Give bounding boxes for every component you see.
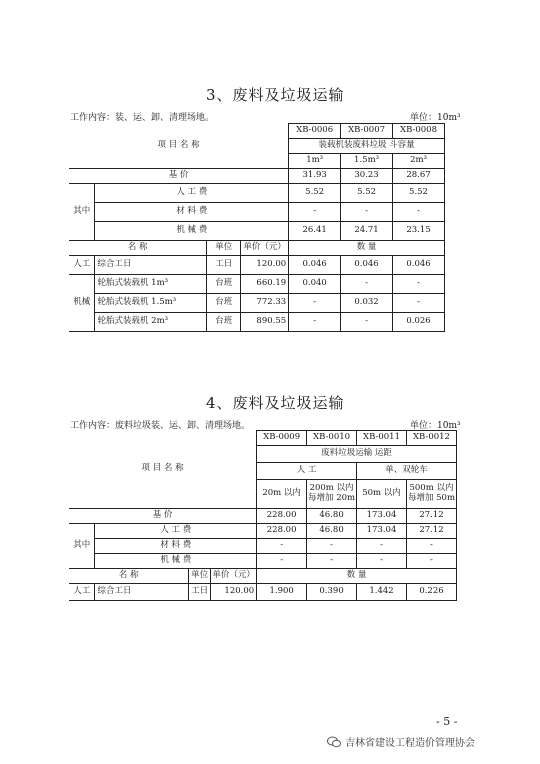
qty-value: - (341, 313, 393, 332)
price-header: 单价（元） (211, 569, 257, 584)
item-name-header: 项 目 名 称 (69, 431, 257, 509)
page-number: - 5 - (436, 715, 458, 728)
qty-value: 0.226 (406, 584, 456, 601)
cost-value: 26.41 (289, 222, 341, 241)
qty-value: 0.046 (341, 256, 393, 275)
section-4-heading: 4、废料及垃圾运输 (206, 394, 345, 412)
cost-label: 材 料 费 (95, 539, 257, 554)
qty-value: - (289, 313, 341, 332)
qty-value: - (393, 294, 445, 313)
watermark (327, 734, 475, 749)
unit-header: 单位 (207, 241, 241, 256)
cost-label: 机 械 费 (95, 554, 257, 569)
category: 机械 (69, 275, 95, 332)
code-cell: XB-0010 (307, 431, 357, 446)
code-cell: XB-0012 (406, 431, 456, 446)
resource-unit: 台班 (207, 275, 241, 294)
cost-value: 23.15 (393, 222, 445, 241)
cost-label: 人 工 费 (95, 524, 257, 539)
cost-label: 机 械 费 (95, 222, 289, 241)
qizhong-label: 其中 (69, 524, 95, 569)
spec-cell: 500m 以内 每增加 50m (406, 480, 456, 509)
price-header: 单价（元） (241, 241, 289, 256)
work-content: 工作内容：废料垃圾装、运、卸、清理场地。 (70, 421, 251, 431)
resource-unit: 台班 (207, 294, 241, 313)
resource-name: 综合工日 (95, 256, 207, 275)
cost-value: - (257, 539, 307, 554)
watermark-text: 吉林省建设工程造价管理协会 (345, 738, 475, 749)
base-price: 46.80 (307, 509, 357, 524)
cost-value: - (406, 554, 456, 569)
cost-value: 173.04 (357, 524, 407, 539)
cost-label: 材 料 费 (95, 203, 289, 222)
spec-cell: 200m 以内 每增加 20m (307, 480, 357, 509)
base-price: 228.00 (257, 509, 307, 524)
resource-unit: 工日 (189, 584, 211, 601)
base-price: 28.67 (393, 169, 445, 184)
cost-value: 46.80 (307, 524, 357, 539)
resource-price: 660.19 (241, 275, 289, 294)
sub-header: 人 工 (257, 463, 357, 480)
group-header: 废料垃圾运输 运距 (257, 446, 457, 463)
cost-label: 人 工 费 (95, 184, 289, 203)
spec-cell: 1.5m³ (341, 154, 393, 169)
spec-cell: 50m 以内 (357, 480, 407, 509)
quota-table-1 (69, 123, 445, 332)
cost-value: - (406, 539, 456, 554)
cost-value: - (307, 539, 357, 554)
resource-unit: 工日 (207, 256, 241, 275)
code-cell: XB-0006 (289, 124, 341, 139)
qty-value: - (289, 294, 341, 313)
resource-price: 772.33 (241, 294, 289, 313)
base-price: 173.04 (357, 509, 407, 524)
qty-value: 0.040 (289, 275, 341, 294)
base-price-label: 基 价 (69, 169, 289, 184)
name-header: 名 称 (69, 241, 207, 256)
base-price: 27.12 (406, 509, 456, 524)
qty-header: 数 量 (289, 241, 445, 256)
resource-name: 轮胎式装载机 1.5m³ (95, 294, 207, 313)
qty-value: 0.390 (307, 584, 357, 601)
cost-value: 27.12 (406, 524, 456, 539)
cost-value: 5.52 (341, 184, 393, 203)
qty-value: 1.442 (357, 584, 407, 601)
cost-value: 5.52 (289, 184, 341, 203)
resource-unit: 台班 (207, 313, 241, 332)
cost-value: - (307, 554, 357, 569)
qty-value: 0.046 (393, 256, 445, 275)
qty-value: 0.032 (341, 294, 393, 313)
cost-value: 5.52 (393, 184, 445, 203)
resource-price: 120.00 (241, 256, 289, 275)
code-cell: XB-0011 (357, 431, 407, 446)
code-cell: XB-0009 (257, 431, 307, 446)
base-price-label: 基 价 (69, 509, 257, 524)
unit-header: 单位 (189, 569, 211, 584)
qty-value: 0.046 (289, 256, 341, 275)
section-3-heading: 3、废料及垃圾运输 (206, 86, 345, 104)
qty-value: 1.900 (257, 584, 307, 601)
unit-label: 单位：10m³ (410, 113, 461, 123)
code-cell: XB-0007 (341, 124, 393, 139)
wechat-icon (327, 736, 341, 748)
cost-value: - (341, 203, 393, 222)
cost-value: - (257, 554, 307, 569)
cost-value: - (393, 203, 445, 222)
resource-name: 轮胎式装载机 2m³ (95, 313, 207, 332)
quota-table-2 (69, 430, 457, 601)
resource-price: 120.00 (211, 584, 257, 601)
resource-price: 890.55 (241, 313, 289, 332)
cost-value: - (357, 539, 407, 554)
qty-value: 0.026 (393, 313, 445, 332)
cost-value: - (357, 554, 407, 569)
cost-value: 24.71 (341, 222, 393, 241)
resource-name: 轮胎式装载机 1m³ (95, 275, 207, 294)
category: 人工 (69, 256, 95, 275)
base-price: 30.23 (341, 169, 393, 184)
qty-header: 数 量 (257, 569, 457, 584)
cost-value: 228.00 (257, 524, 307, 539)
resource-name: 综合工日 (95, 584, 189, 601)
spec-cell: 1m³ (289, 154, 341, 169)
qty-value: - (341, 275, 393, 294)
unit-label: 单位：10m³ (410, 421, 461, 431)
item-name-header: 项 目 名 称 (69, 124, 289, 169)
group-header: 装载机装废料垃圾 斗容量 (289, 139, 445, 154)
qizhong-label: 其中 (69, 184, 95, 241)
code-cell: XB-0008 (393, 124, 445, 139)
qty-value: - (393, 275, 445, 294)
spec-cell: 20m 以内 (257, 480, 307, 509)
category: 人工 (69, 584, 95, 601)
spec-cell: 2m³ (393, 154, 445, 169)
name-header: 名 称 (69, 569, 189, 584)
work-content: 工作内容：装、运、卸、清理场地。 (70, 113, 215, 123)
base-price: 31.93 (289, 169, 341, 184)
cost-value: - (289, 203, 341, 222)
sub-header: 单、双轮车 (357, 463, 457, 480)
